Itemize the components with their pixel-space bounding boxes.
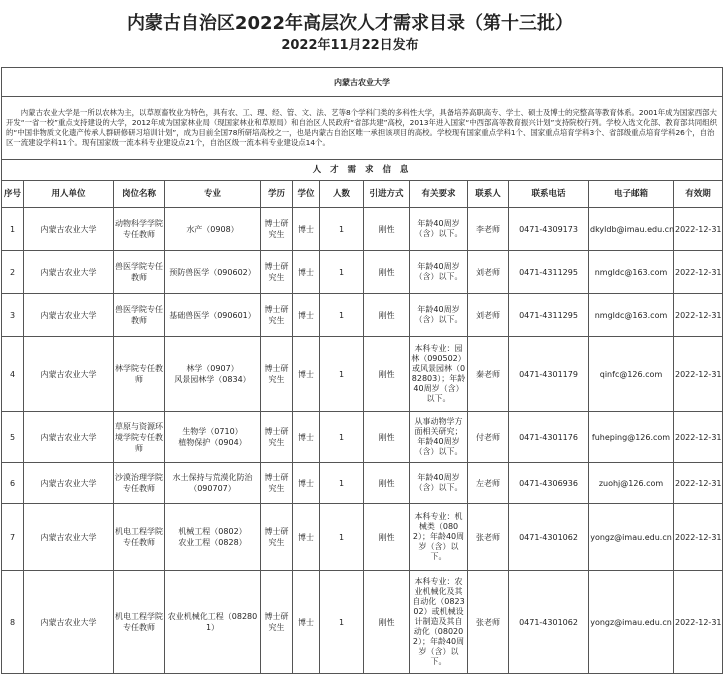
headcount-cell: 1 <box>320 412 364 463</box>
recruit-method-cell: 刚性 <box>364 294 410 337</box>
post-name-cell: 动物科学学院专任教师 <box>114 208 165 251</box>
employer-cell: 内蒙古农业大学 <box>24 294 114 337</box>
table-row <box>2 208 723 251</box>
requirements-cell: 年龄40周岁（含）以下。 <box>410 294 468 337</box>
table-header-row <box>2 181 723 208</box>
column-header: 有效期 <box>674 181 723 208</box>
requirements-cell: 年龄40周岁（含）以下。 <box>410 463 468 504</box>
degree-cell: 博士 <box>293 504 320 571</box>
contact-phone-cell: 0471-4301062 <box>509 571 589 674</box>
email-cell: yongz@imau.edu.cn <box>589 571 674 674</box>
headcount-cell: 1 <box>320 337 364 412</box>
education-cell: 博士研究生 <box>261 571 293 674</box>
column-header: 人数 <box>320 181 364 208</box>
post-name-cell: 林学院专任教师 <box>114 337 165 412</box>
degree-cell: 博士 <box>293 294 320 337</box>
table-row <box>2 337 723 412</box>
education-cell: 博士研究生 <box>261 208 293 251</box>
major-cell: 林学（0907） 风景园林学（0834） <box>165 337 261 412</box>
contact-person-cell: 左老师 <box>468 463 509 504</box>
column-header: 电子邮箱 <box>589 181 674 208</box>
column-header: 有关要求 <box>410 181 468 208</box>
unit-name-header: 内蒙古农业大学 <box>2 68 723 97</box>
recruit-method-cell: 刚性 <box>364 337 410 412</box>
requirements-cell: 年龄40周岁（含）以下。 <box>410 251 468 294</box>
contact-phone-cell: 0471-4306936 <box>509 463 589 504</box>
valid-until-cell: 2022-12-31 <box>674 463 723 504</box>
post-name-cell: 草原与资源环境学院专任教师 <box>114 412 165 463</box>
requirements-cell: 本科专业：园林（090502）或风景园林（082803）；年龄40周岁（含）以下。 <box>410 337 468 412</box>
valid-until-cell: 2022-12-31 <box>674 251 723 294</box>
section-title: 人 才 需 求 信 息 <box>2 160 723 181</box>
table-row <box>2 504 723 571</box>
headcount-cell: 1 <box>320 463 364 504</box>
document-page <box>0 13 722 676</box>
column-header: 引进方式 <box>364 181 410 208</box>
contact-phone-cell: 0471-4309173 <box>509 208 589 251</box>
table-row <box>2 251 723 294</box>
talent-demand-table <box>1 67 723 674</box>
email-cell: nmgldc@163.com <box>589 294 674 337</box>
employer-cell: 内蒙古农业大学 <box>24 337 114 412</box>
row-number: 4 <box>2 337 24 412</box>
requirements-cell: 本科专业：机械类（0802）；年龄40周岁（含）以下。 <box>410 504 468 571</box>
major-cell: 预防兽医学（090602） <box>165 251 261 294</box>
degree-cell: 博士 <box>293 208 320 251</box>
column-header: 岗位名称 <box>114 181 165 208</box>
post-name-cell: 机电工程学院专任教师 <box>114 504 165 571</box>
recruit-method-cell: 刚性 <box>364 208 410 251</box>
post-name-cell: 机电工程学院专任教师 <box>114 571 165 674</box>
education-cell: 博士研究生 <box>261 337 293 412</box>
contact-person-cell: 刘老师 <box>468 294 509 337</box>
education-cell: 博士研究生 <box>261 294 293 337</box>
column-header: 专业 <box>165 181 261 208</box>
degree-cell: 博士 <box>293 463 320 504</box>
email-cell: qinfc@126.com <box>589 337 674 412</box>
row-number: 7 <box>2 504 24 571</box>
valid-until-cell: 2022-12-31 <box>674 412 723 463</box>
requirements-cell: 从事动物学方面相关研究；年龄40周岁（含）以下。 <box>410 412 468 463</box>
contact-phone-cell: 0471-4301176 <box>509 412 589 463</box>
contact-phone-cell: 0471-4311295 <box>509 251 589 294</box>
employer-cell: 内蒙古农业大学 <box>24 504 114 571</box>
row-number: 6 <box>2 463 24 504</box>
post-name-cell: 兽医学院专任教师 <box>114 251 165 294</box>
post-name-cell: 兽医学院专任教师 <box>114 294 165 337</box>
unit-introduction <box>2 97 723 160</box>
headcount-cell: 1 <box>320 251 364 294</box>
employer-cell: 内蒙古农业大学 <box>24 463 114 504</box>
column-header: 学位 <box>293 181 320 208</box>
table-row <box>2 294 723 337</box>
document-title: 内蒙古自治区2022年高层次人才需求目录（第十三批） <box>126 13 574 34</box>
column-header: 序号 <box>2 181 24 208</box>
major-cell: 农业机械化工程（082801） <box>165 571 261 674</box>
contact-phone-cell: 0471-4311295 <box>509 294 589 337</box>
education-cell: 博士研究生 <box>261 504 293 571</box>
table-row <box>2 412 723 463</box>
contact-person-cell: 张老师 <box>468 571 509 674</box>
headcount-cell: 1 <box>320 571 364 674</box>
major-cell: 水产（0908） <box>165 208 261 251</box>
employer-cell: 内蒙古农业大学 <box>24 251 114 294</box>
headcount-cell: 1 <box>320 294 364 337</box>
column-header: 学历 <box>261 181 293 208</box>
education-cell: 博士研究生 <box>261 463 293 504</box>
column-header: 用人单位 <box>24 181 114 208</box>
contact-person-cell: 李老师 <box>468 208 509 251</box>
email-cell: nmgldc@163.com <box>589 251 674 294</box>
table-row <box>2 571 723 674</box>
row-number: 2 <box>2 251 24 294</box>
valid-until-cell: 2022-12-31 <box>674 294 723 337</box>
recruit-method-cell: 刚性 <box>364 412 410 463</box>
column-header: 联系人 <box>468 181 509 208</box>
degree-cell: 博士 <box>293 251 320 294</box>
contact-person-cell: 刘老师 <box>468 251 509 294</box>
recruit-method-cell: 刚性 <box>364 504 410 571</box>
major-cell: 水土保持与荒漠化防治（090707） <box>165 463 261 504</box>
major-cell: 机械工程（0802） 农业工程（0828） <box>165 504 261 571</box>
education-cell: 博士研究生 <box>261 251 293 294</box>
valid-until-cell: 2022-12-31 <box>674 208 723 251</box>
recruit-method-cell: 刚性 <box>364 251 410 294</box>
employer-cell: 内蒙古农业大学 <box>24 412 114 463</box>
headcount-cell: 1 <box>320 504 364 571</box>
valid-until-cell: 2022-12-31 <box>674 504 723 571</box>
requirements-cell: 本科专业：农业机械化及其自动化（082302）或机械设计制造及其自动化（080202）；年龄40周岁（含）以下。 <box>410 571 468 674</box>
education-cell: 博士研究生 <box>261 412 293 463</box>
valid-until-cell: 2022-12-31 <box>674 337 723 412</box>
recruit-method-cell: 刚性 <box>364 571 410 674</box>
requirements-cell: 年龄40周岁（含）以下。 <box>410 208 468 251</box>
contact-phone-cell: 0471-4301062 <box>509 504 589 571</box>
post-name-cell: 沙漠治理学院专任教师 <box>114 463 165 504</box>
degree-cell: 博士 <box>293 337 320 412</box>
row-number: 1 <box>2 208 24 251</box>
contact-phone-cell: 0471-4301179 <box>509 337 589 412</box>
email-cell: dkyldb@imau.edu.cn <box>589 208 674 251</box>
employer-cell: 内蒙古农业大学 <box>24 208 114 251</box>
unit-introduction-text: 内蒙古农业大学是一所以农林为主，以草原畜牧业为特色，具有农、工、理、经、管、文、法、艺等8个学科门类的多科性大学，具备培养高职高专、学士、硕士及博士的完整高等教育体系。2001年成为国家西部大开发“一省一校”重点支持建设的大学，2012年成为国家林业局（现国家林业和草原局）和自治区人民政府“省部共建”高校，2013年进入国家“中西部高等教育振兴计划”支持院校行列。学校入选文化部、教育部共同组织的“中国非物质文化遗产传承人群研修研习培训计划”，成为目前全国78所研培高校之一，也是内蒙古自治区唯一承担该项目的高校。学校现有国家重点学科1个、国家重点培育学科3个、省部级重点培育学科26个，自治区一流建设学科11个。现有国家级一流本科专业建设点21个，自治区级一流本科专业建设点14个。 <box>6 108 717 147</box>
email-cell: fuheping@126.com <box>589 412 674 463</box>
degree-cell: 博士 <box>293 412 320 463</box>
row-number: 5 <box>2 412 24 463</box>
document-date: 2022年11月22日发布 <box>281 38 419 53</box>
employer-cell: 内蒙古农业大学 <box>24 571 114 674</box>
contact-person-cell: 张老师 <box>468 504 509 571</box>
contact-person-cell: 秦老师 <box>468 337 509 412</box>
recruit-method-cell: 刚性 <box>364 463 410 504</box>
major-cell: 基础兽医学（090601） <box>165 294 261 337</box>
major-cell: 生物学（0710） 植物保护（0904） <box>165 412 261 463</box>
contact-person-cell: 付老师 <box>468 412 509 463</box>
valid-until-cell: 2022-12-31 <box>674 571 723 674</box>
email-cell: zuohj@126.com <box>589 463 674 504</box>
headcount-cell: 1 <box>320 208 364 251</box>
email-cell: yongz@imau.edu.cn <box>589 504 674 571</box>
table-row <box>2 463 723 504</box>
column-header: 联系电话 <box>509 181 589 208</box>
row-number: 3 <box>2 294 24 337</box>
degree-cell: 博士 <box>293 571 320 674</box>
row-number: 8 <box>2 571 24 674</box>
